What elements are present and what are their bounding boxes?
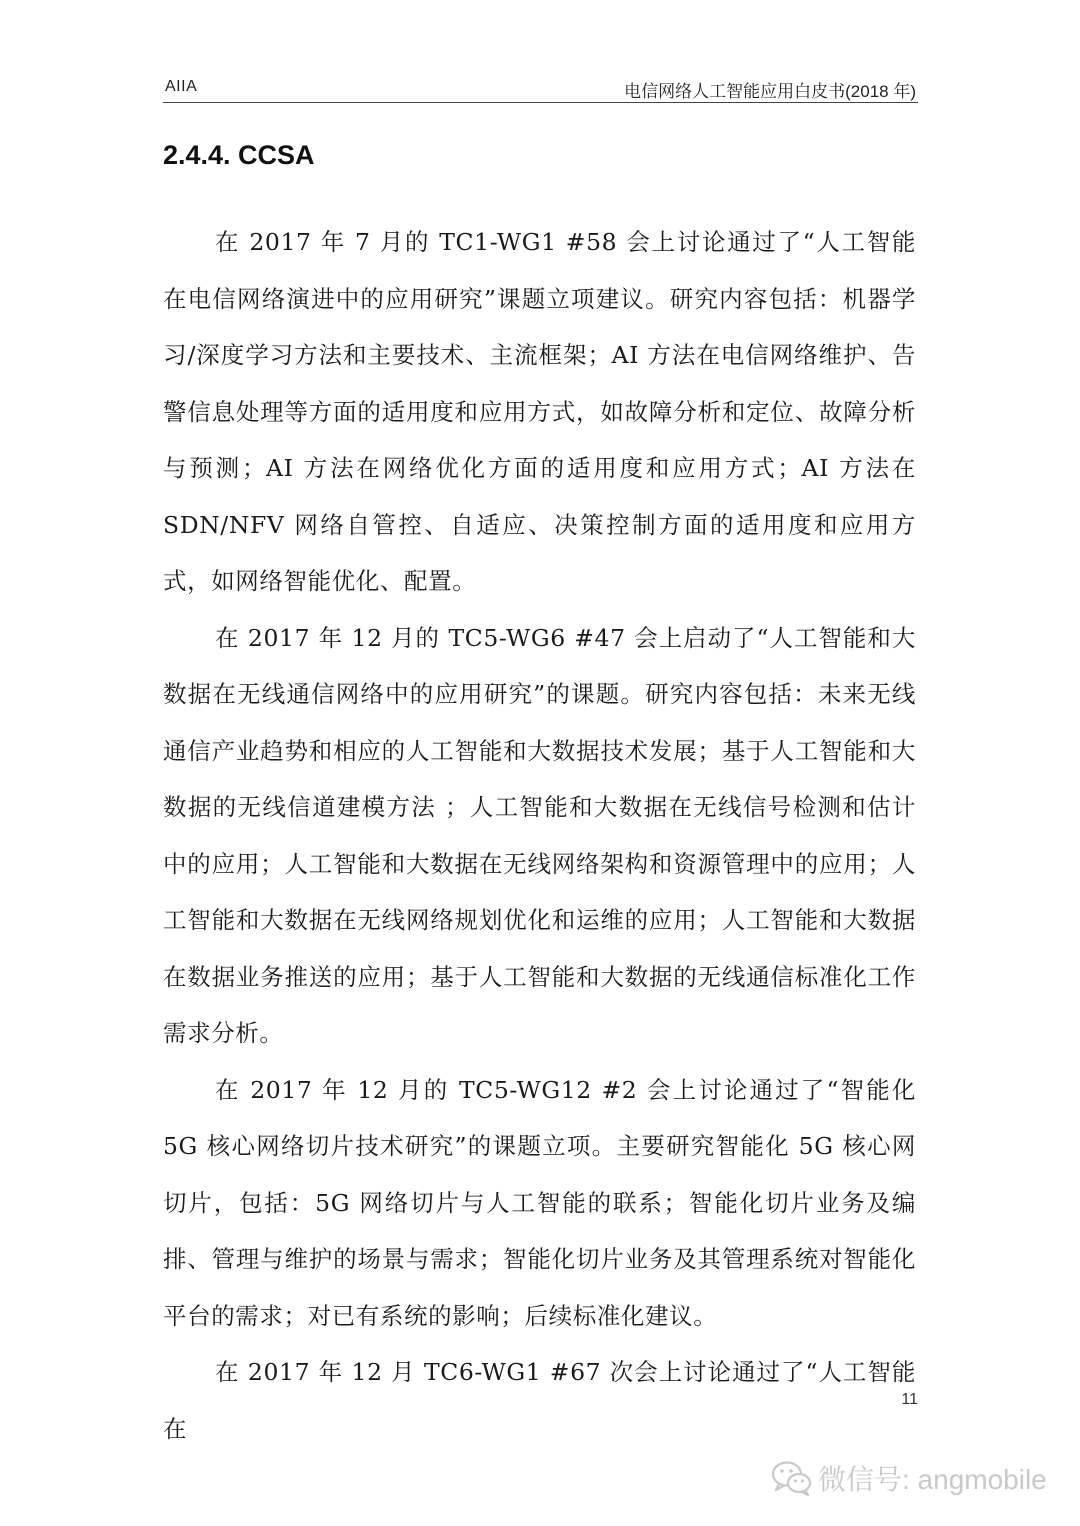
paragraph: 在 2017 年 12 月的 TC5-WG12 #2 会上讨论通过了“智能化 5G 核心网络切片技术研究”的课题立项。主要研究智能化 5G 核心网切片，包括：5G 网络切片与人工智能的联系；智能化切片业务及编排、管理与维护的场景与需求；智能化切片业务及其管理系统对智能化平台的需求；对已有系统的影响；后续标准化建议。 — [163, 1075, 916, 1330]
section-title: 2.4.4. CCSA — [163, 140, 315, 170]
header-doc-title: 电信网络人工智能应用白皮书(2018 年) — [624, 82, 916, 101]
paragraph: 在 2017 年 12 月的 TC5-WG6 #47 会上启动了“人工智能和大数据在无线通信网络中的应用研究”的课题。研究内容包括：未来无线通信产业趋势和相应的人工智能和大数据技术发展；基于人工智能和大数据的无线信道建模方法 ；人工智能和大数据在无线信号检测和估计中的应用；人工智能和大数据在无线网络架构和资源管理中的应用；人工智能和大数据在无线网络规划优化和运维的应用；人工智能和大数据在数据业务推送的应用；基于人工智能和大数据的无线通信标准化工作需求分析。 — [163, 623, 916, 1047]
paragraph: 在 2017 年 7 月的 TC1-WG1 #58 会上讨论通过了“人工智能在电信网络演进中的应用研究”课题立项建议。研究内容包括：机器学习/深度学习方法和主要技术、主流框架；AI 方法在电信网络维护、告警信息处理等方面的适用度和应用方式，如故障分析和定位、故障分析与预测；AI 方法在网络优化方面的适用度和应用方式；AI 方法在 SDN/NFV 网络自管控、自适应、决策控制方面的适用度和应用方式，如网络智能优化、配置。 — [163, 228, 916, 595]
page-number: 11 — [901, 1391, 918, 1408]
document-body — [163, 214, 916, 1457]
page-header — [163, 76, 918, 103]
watermark — [770, 1456, 1047, 1500]
watermark-text: 微信号: angmobile — [818, 1464, 1047, 1495]
wechat-icon — [770, 1458, 814, 1498]
paragraph: 在 2017 年 12 月 TC6-WG1 #67 次会上讨论通过了“人工智能在 — [163, 1358, 916, 1443]
header-org: AIIA — [165, 78, 198, 95]
